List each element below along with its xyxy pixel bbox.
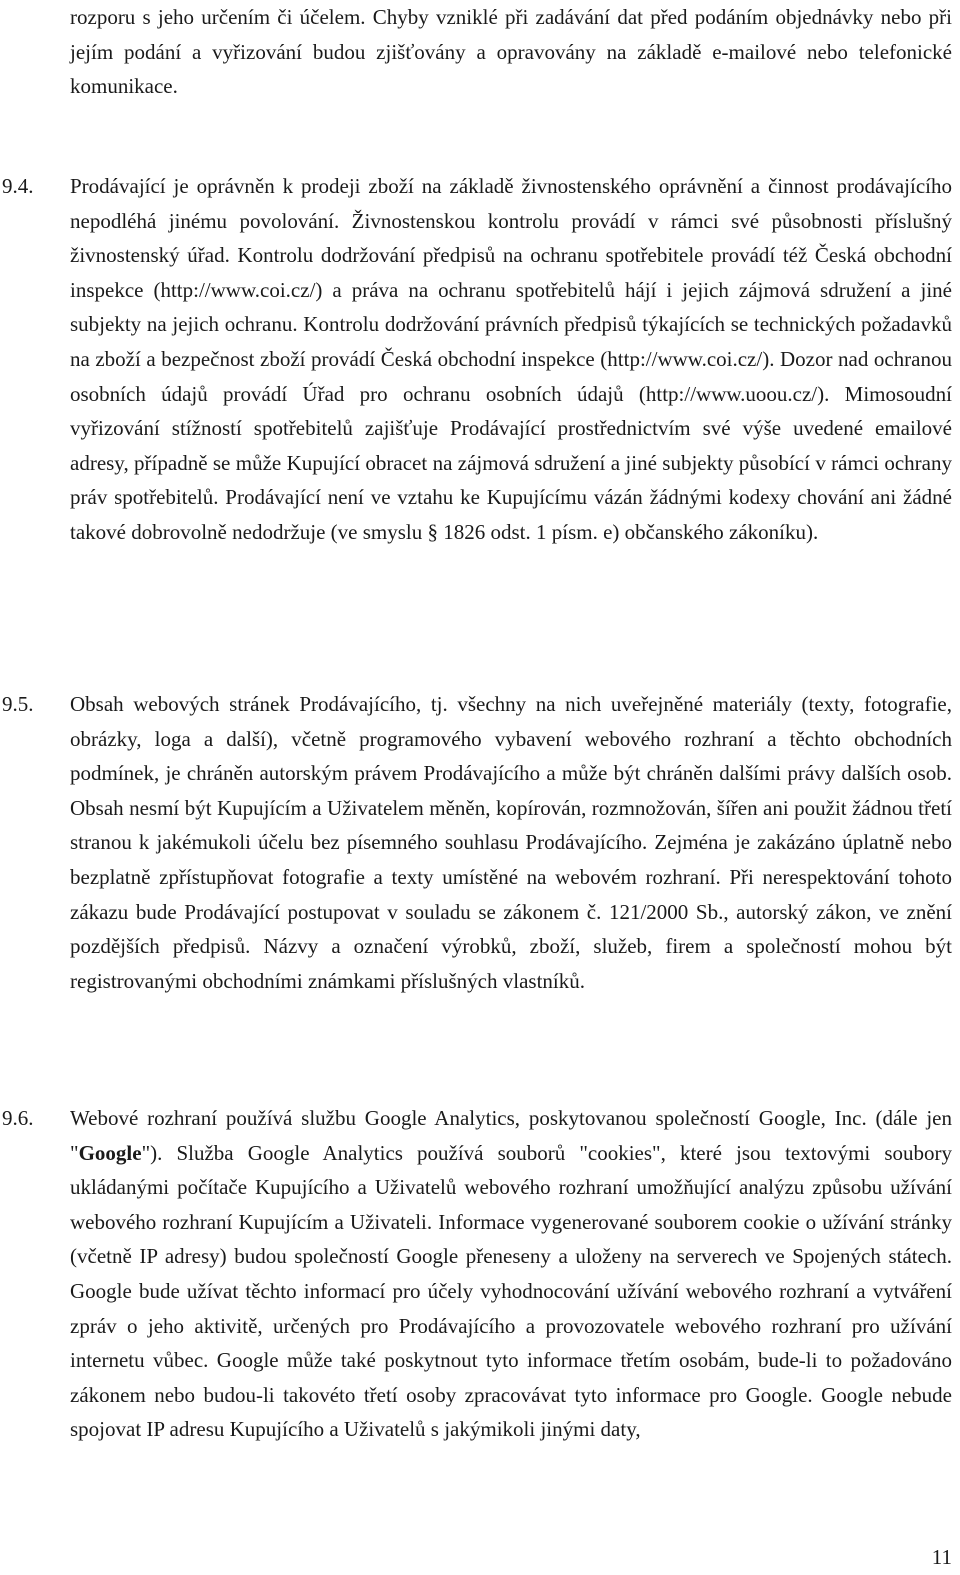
section-9-4-paragraph: Prodávající je oprávněn k prodeji zboží na základě živnostenského oprávnění a činnost prodávajícího nepodléhá jinému povolování. Živnostenskou kontrolu provádí v rámci své působnosti příslušný živnostenský úřad. Kontrolu dodržování předpisů na ochranu spotřebitele provádí též Česká obchodní inspekce (http://www.coi.cz/) a práva na ochranu spotřebitelů hájí i jejich zájmová sdružení a jiné subjekty na jejich ochranu. Kontrolu dodržování právních předpisů týkajících se technických požadavků na zboží a bezpečnost zboží provádí Česká obchodní inspekce (http://www.coi.cz/). Dozor nad ochranou osobních údajů provádí Úřad pro ochranu osobních údajů (http://www.uoou.cz/). Mimosoudní vyřizování stížností spotřebitelů zajišťuje Prodávající prostřednictvím své výše uvedené emailové adresy, případně se může Kupující obracet na zájmová sdružení a jiné subjekty působící v rámci ochrany práv spotřebitelů. Prodávající není ve vztahu ke Kupujícímu vázán žádnými kodexy chování ani žádné takové dobrovolně nedodržuje (ve smyslu § 1826 odst. 1 písm. e) občanského zákoníku).	[70, 174, 952, 544]
section-number-9-5: 9.5.	[2, 692, 34, 716]
section-9-6-text-end: "). Služba Google Analytics používá souborů "cookies", které jsou textovými soubory ukládanými počítače Kupujícího a Uživatelů webového rozhraní umožňující analýzu způsobu užívání webového rozhraní Kupujícím a Uživateli. Informace vygenerované souborem cookie o užívání stránky (včetně IP adresy) budou společností Google přeneseny a uloženy na serverech ve Spojených státech. Google bude užívat těchto informací pro účely vyhodnocování užívání webového rozhraní a vytváření zpráv o jeho aktivitě, určených pro Prodávajícího a provozovatele webového rozhraní pro užívání internetu vůbec. Google může také poskytnout tyto informace třetím osobám, bude-li to požadováno zákonem nebo budou-li takovéto třetí osoby zpracovávat tyto informace pro Google. Google nebude spojovat IP adresu Kupujícího a Uživatelů s jakýmikoli jinými daty,	[70, 1140, 952, 1442]
google-bold-term: Google	[78, 1140, 142, 1165]
section-number-9-4: 9.4.	[2, 174, 34, 198]
continuation-paragraph: rozporu s jeho určením či účelem. Chyby vzniklé při zadávání dat před podáním objednávky nebo při jejím podání a vyřizování budou zjišťovány a opravovány na základě e-mailové nebo telefonické komunikace.	[70, 5, 952, 99]
section-number-9-6: 9.6.	[2, 1106, 34, 1130]
page-number: 11	[931, 1545, 952, 1569]
section-9-5-paragraph: Obsah webových stránek Prodávajícího, tj. všechny na nich uveřejněné materiály (texty, fotografie, obrázky, loga a další), včetně programového vybavení webového rozhraní a těchto obchodních podmínek, je chráněn autorským právem Prodávajícího a může být chráněn dalšími právy dalších osob. Obsah nesmí být Kupujícím a Uživatelem měněn, kopírován, rozmnožován, šířen ani použit žádnou třetí stranou k jakémukoli účelu bez písemného souhlasu Prodávajícího. Zejména je zakázáno úplatně nebo bezplatně zpřístupňovat fotografie a texty umístěné na webovém rozhraní. Při nerespektování tohoto zákazu bude Prodávající postupovat v souladu se zákonem č. 121/2000 Sb., autorský zákon, ve znění pozdějších předpisů. Názvy a označení výrobků, zboží, služeb, firem a společností mohou být registrovanými obchodními známkami příslušných vlastníků.	[70, 692, 952, 993]
section-9-6-text-start: Webové rozhraní používá službu Google Analytics, poskytovanou společností Google, Inc. (dále jen "	[70, 1106, 952, 1165]
section-9-6-paragraph	[70, 1101, 952, 1447]
